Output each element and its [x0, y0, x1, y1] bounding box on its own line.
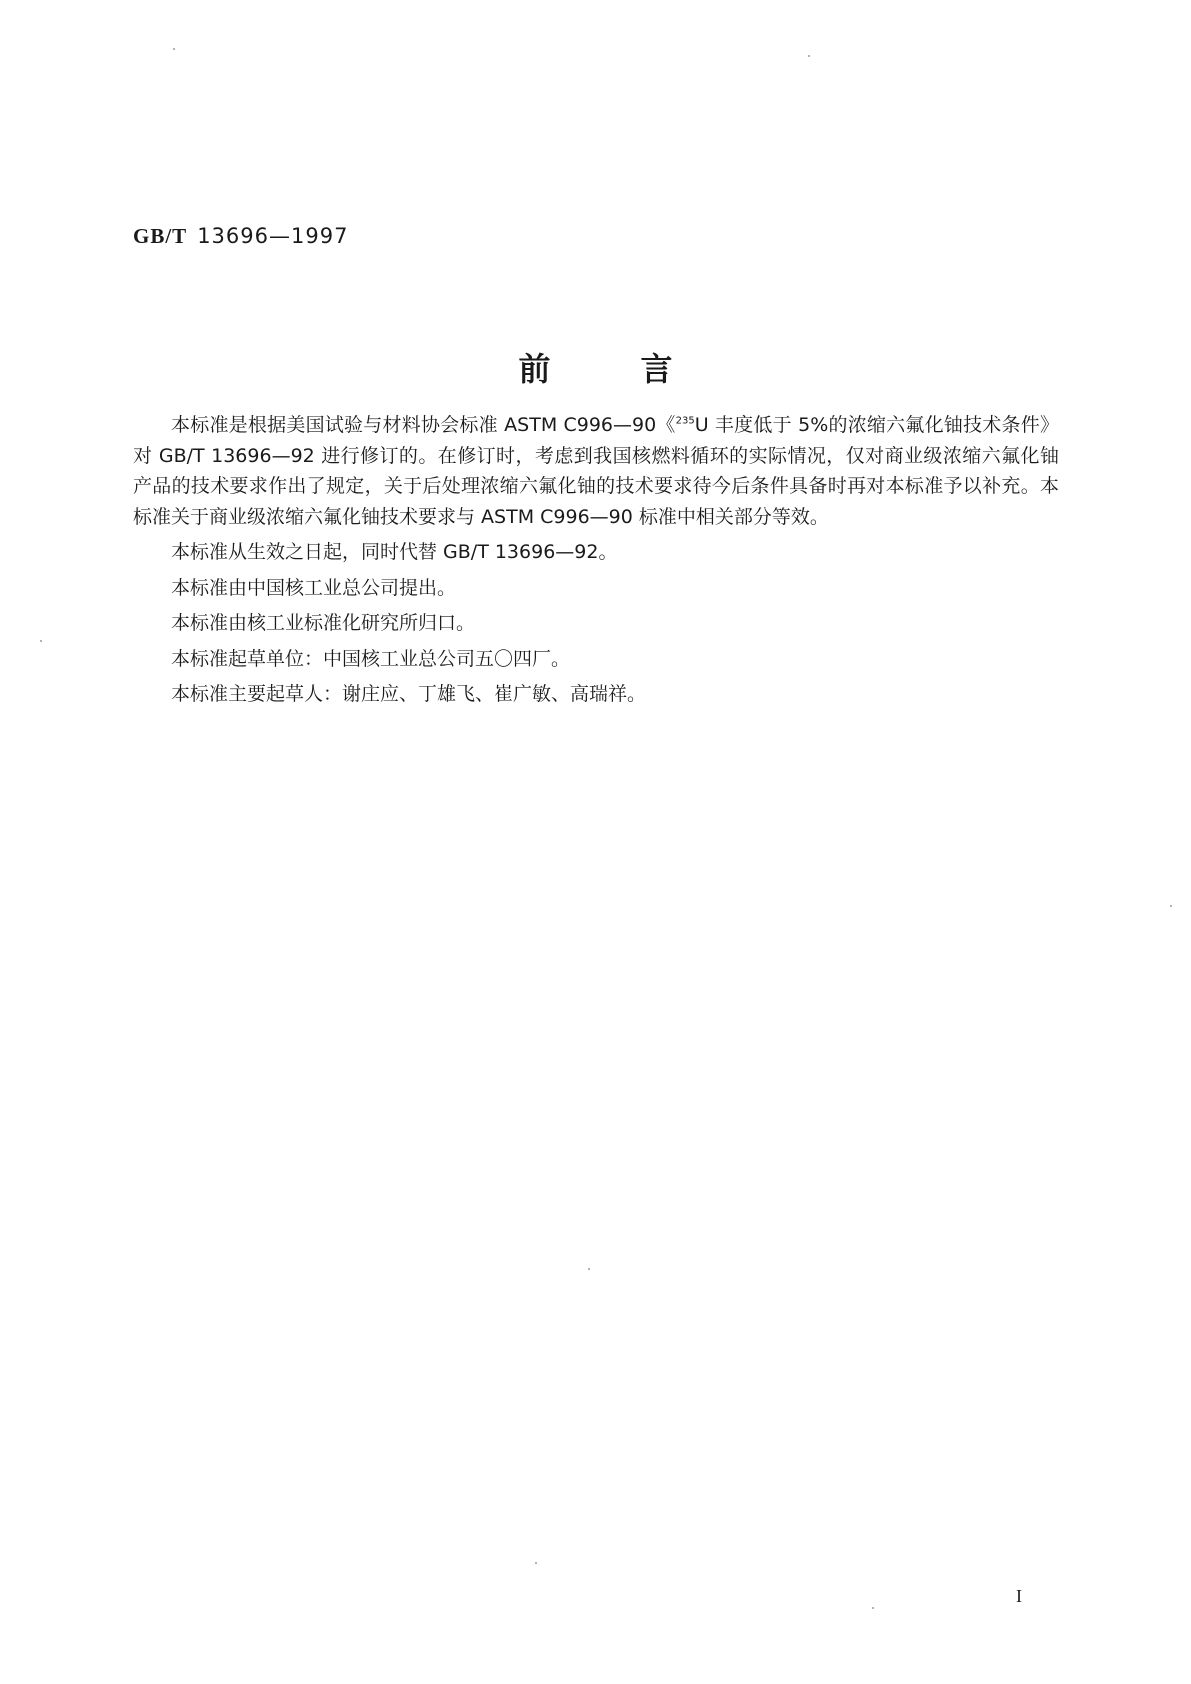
paragraph-responsible: 本标准由核工业标准化研究所归口。 [171, 612, 476, 634]
paragraph-basis-part-1: 本标准是根据美国试验与材料协会标准 ASTM C996—90《 [171, 414, 676, 436]
paragraph-drafters: 本标准主要起草人：谢庄应、丁雄飞、崔广敏、高瑞祥。 [171, 683, 647, 705]
paragraph-basis-part-2: U 丰度低于 5%的浓缩六氟化铀技术条件》对 GB/T 13696—92 进行修订的。在修订时，考虑到我国核燃料循环的实际情况，仅对商业级浓缩六氟化铀产品的技术要求作出了规定，关于后处理浓缩六氟化铀的技术要求待今后条件具备时再对本标准予以补充。本标准关于商业级浓缩六氟化铀技术要求与 ASTM C996—90 标准中相关部分等效。 [133, 414, 1059, 528]
scan-speck [40, 640, 42, 642]
paragraph-basis [133, 410, 1059, 532]
paragraph-drafting-unit: 本标准起草单位：中国核工业总公司五〇四厂。 [171, 647, 571, 670]
standard-code [133, 224, 348, 249]
page-title-char-1: 前 [518, 350, 551, 388]
isotope-superscript: 235 [675, 415, 695, 427]
scan-speck [1170, 905, 1172, 907]
scan-speck [872, 1607, 874, 1609]
standard-code-prefix: GB/T [133, 224, 188, 248]
page-number: I [1016, 1586, 1022, 1606]
scan-speck [588, 1268, 590, 1270]
page-title-char-2: 言 [640, 350, 673, 388]
foreword-body [133, 410, 1059, 710]
paragraph-proposed-by: 本标准由中国核工业总公司提出。 [171, 576, 457, 599]
page-title [0, 344, 1191, 390]
scan-speck [173, 48, 175, 50]
scan-speck [808, 55, 810, 57]
scan-speck [535, 1562, 537, 1564]
paragraph-effective: 本标准从生效之日起，同时代替 GB/T 13696—92。 [171, 541, 618, 563]
standard-code-number: 13696—1997 [197, 224, 349, 248]
